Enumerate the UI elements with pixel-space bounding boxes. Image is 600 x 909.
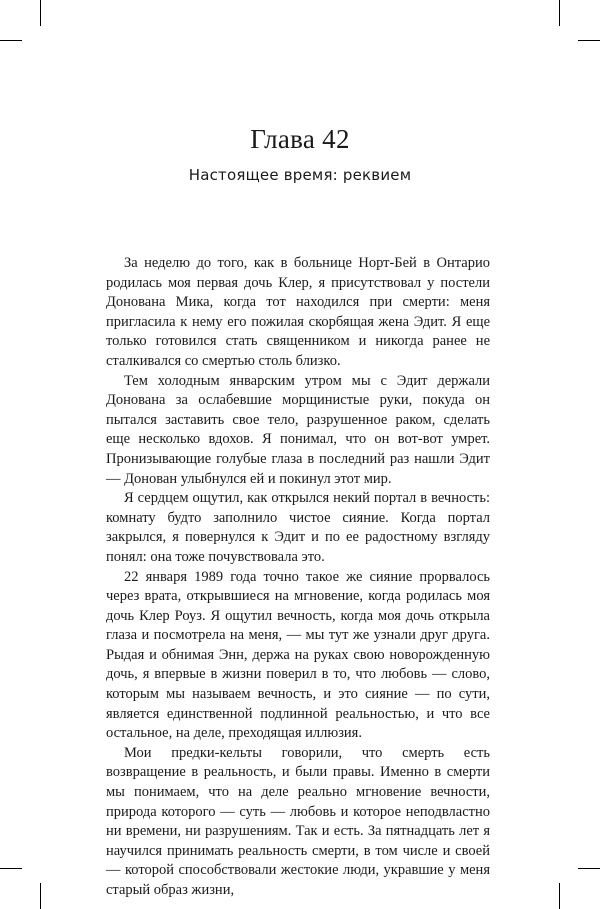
- crop-mark-top-left-horizontal: [0, 40, 22, 41]
- chapter-body: [106, 254, 490, 901]
- crop-mark-bottom-right-vertical: [559, 883, 560, 909]
- crop-mark-top-left-vertical: [40, 0, 41, 26]
- chapter-title: Глава 42: [250, 124, 350, 154]
- crop-mark-bottom-left-horizontal: [0, 868, 22, 869]
- paragraph: Мои предки-кельты говорили, что смерть есть возвращение в реальность, и были правы. Именно в смерти мы понимаем, что на деле реально мгновение вечности, природа которого — суть — любовь и которое неподвластно ни времени, ни разрушениям. Так и есть. За пятнадцать лет я научился принимать реальность смерти, в том числе и своей — которой способствовали жестокие люди, укравшие у меня старый образ жизни,: [106, 744, 490, 898]
- paragraph: 22 января 1989 года точно такое же сияние прорвалось через врата, открывшиеся на мгновение, когда родилась моя дочь Клер Роуз. Я ощутил вечность, когда моя дочь открыла глаза и посмотрела на меня, — мы тут же узнали друг друга. Рыдая и обнимая Энн, держа на руках свою новорожденную дочь, я впервые в жизни поверил в то, что любовь — слово, которым мы называем вечность, и это сияние — по сути, является единственной подлинной реальностью, и что все остальное, на деле, преходящая иллюзия.: [106, 568, 490, 742]
- crop-mark-bottom-left-vertical: [40, 883, 41, 909]
- crop-mark-bottom-right-horizontal: [578, 868, 600, 869]
- crop-mark-top-right-vertical: [559, 0, 560, 26]
- paragraph: Я сердцем ощутил, как открылся некий портал в вечность: комнату будто заполнило чистое сияние. Когда портал закрылся, я повернулся к Эдит и по ее радостному взгляду понял: она тоже почувствовала это.: [106, 490, 490, 565]
- paragraph: Тем холодным январским утром мы с Эдит держали Донована за ослабевшие морщинистые руки, покуда он пытался заставить свое тело, разрушенное раком, сделать еще несколько вдохов. Я понимал, что он вот-вот умрет. Пронизывающие голубые глаза в последний раз нашли Эдит — Донован улыбнулся ей и покинул этот мир.: [106, 372, 490, 487]
- crop-mark-top-right-horizontal: [578, 40, 600, 41]
- paragraph: За неделю до того, как в больнице Норт-Бей в Онтарио родилась моя первая дочь Клер, я присутствовал у постели Донована Мика, когда тот находился при смерти: меня пригласила к нему его пожилая скорбящая жена Эдит. Я еще только готовился стать священником и никогда ранее не сталкивался со смертью столь близко.: [106, 255, 490, 369]
- chapter-subtitle: Настоящее время: реквием: [188, 166, 412, 184]
